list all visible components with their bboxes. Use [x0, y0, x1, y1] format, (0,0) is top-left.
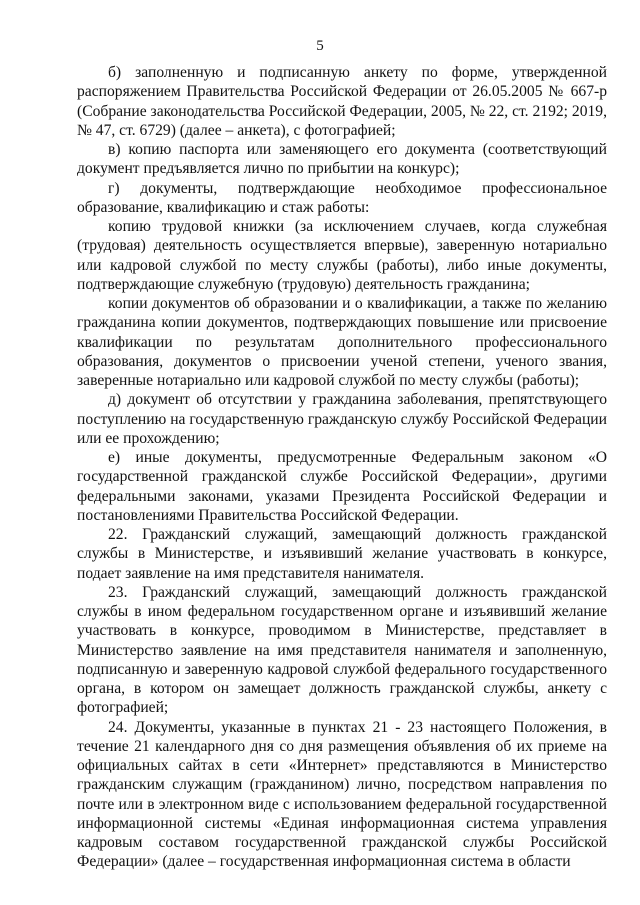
paragraph-24: 24. Документы, указанные в пунктах 21 - 23 настоящего Положения, в течение 21 календарного дня со дня размещения объявления об их приеме на официальных сайтах в сети «Интернет» представляются в Министерство гражданским служащим (гражданином) лично, посредством направления по почте или в электронном виде с использованием федеральной государственной информационной системы «Единая информационная система управления кадровым составом государственной гражданской службы Российской Федерации» (далее – государственная информационная система в области: [77, 718, 607, 871]
paragraph-work-book-copy: копию трудовой книжки (за исключением случаев, когда служебная (трудовая) деятельность осуществляется впервые), заверенную нотариально или кадровой службой по месту службы (работы), либо иные документы, подтверждающие служебную (трудовую) деятельность гражданина;: [77, 218, 607, 293]
paragraph-education-copies: копии документов об образовании и о квалификации, а также по желанию гражданина копии документов, подтверждающих повышение или присвоение квалификации по результатам дополнительного профессионального образования, документов о присвоении ученой степени, ученого звания, заверенные нотариально или кадровой службой по месту службы (работы);: [77, 295, 607, 389]
paragraph-v-passport: в) копию паспорта или заменяющего его документа (соответствующий документ предъявляется лично по прибытии на конкурс);: [77, 141, 607, 178]
page-number: 5: [316, 38, 324, 54]
paragraph-23: 23. Гражданский служащий, замещающий должность гражданской службы в ином федеральном государственном органе и изъявивший желание участвовать в конкурсе, проводимом в Министерстве, представляет в Министерство заявление на имя представителя нанимателя и заполненную, подписанную и заверенную кадровой службой федерального государственного органа, в котором он замещает должность гражданской службы, анкету с фотографией;: [77, 583, 607, 717]
paragraph-e-other-documents: е) иные документы, предусмотренные Федеральным законом «О государственной гражданской службе Российской Федерации», другими федеральными законами, указами Президента Российской Федерации и постановлениями Правительства Российской Федерации.: [77, 449, 607, 524]
paragraph-b-anketa: б) заполненную и подписанную анкету по форме, утвержденной распоряжением Правительства Российской Федерации от 26.05.2005 № 667-р (Собрание законодательства Российской Федерации, 2005, № 22, ст. 2192; 2019, № 47, ст. 6729) (далее – анкета), с фотографией;: [77, 64, 607, 139]
paragraph-22: 22. Гражданский служащий, замещающий должность гражданской службы в Министерстве, и изъявивший желание участвовать в конкурсе, подает заявление на имя представителя нанимателя.: [77, 526, 607, 582]
paragraph-d-medical: д) документ об отсутствии у гражданина заболевания, препятствующего поступлению на государственную гражданскую службу Российской Федерации или ее прохождению;: [77, 391, 607, 447]
document-body: [77, 63, 607, 872]
paragraph-g-documents: г) документы, подтверждающие необходимое профессиональное образование, квалификацию и стаж работы:: [77, 179, 607, 216]
